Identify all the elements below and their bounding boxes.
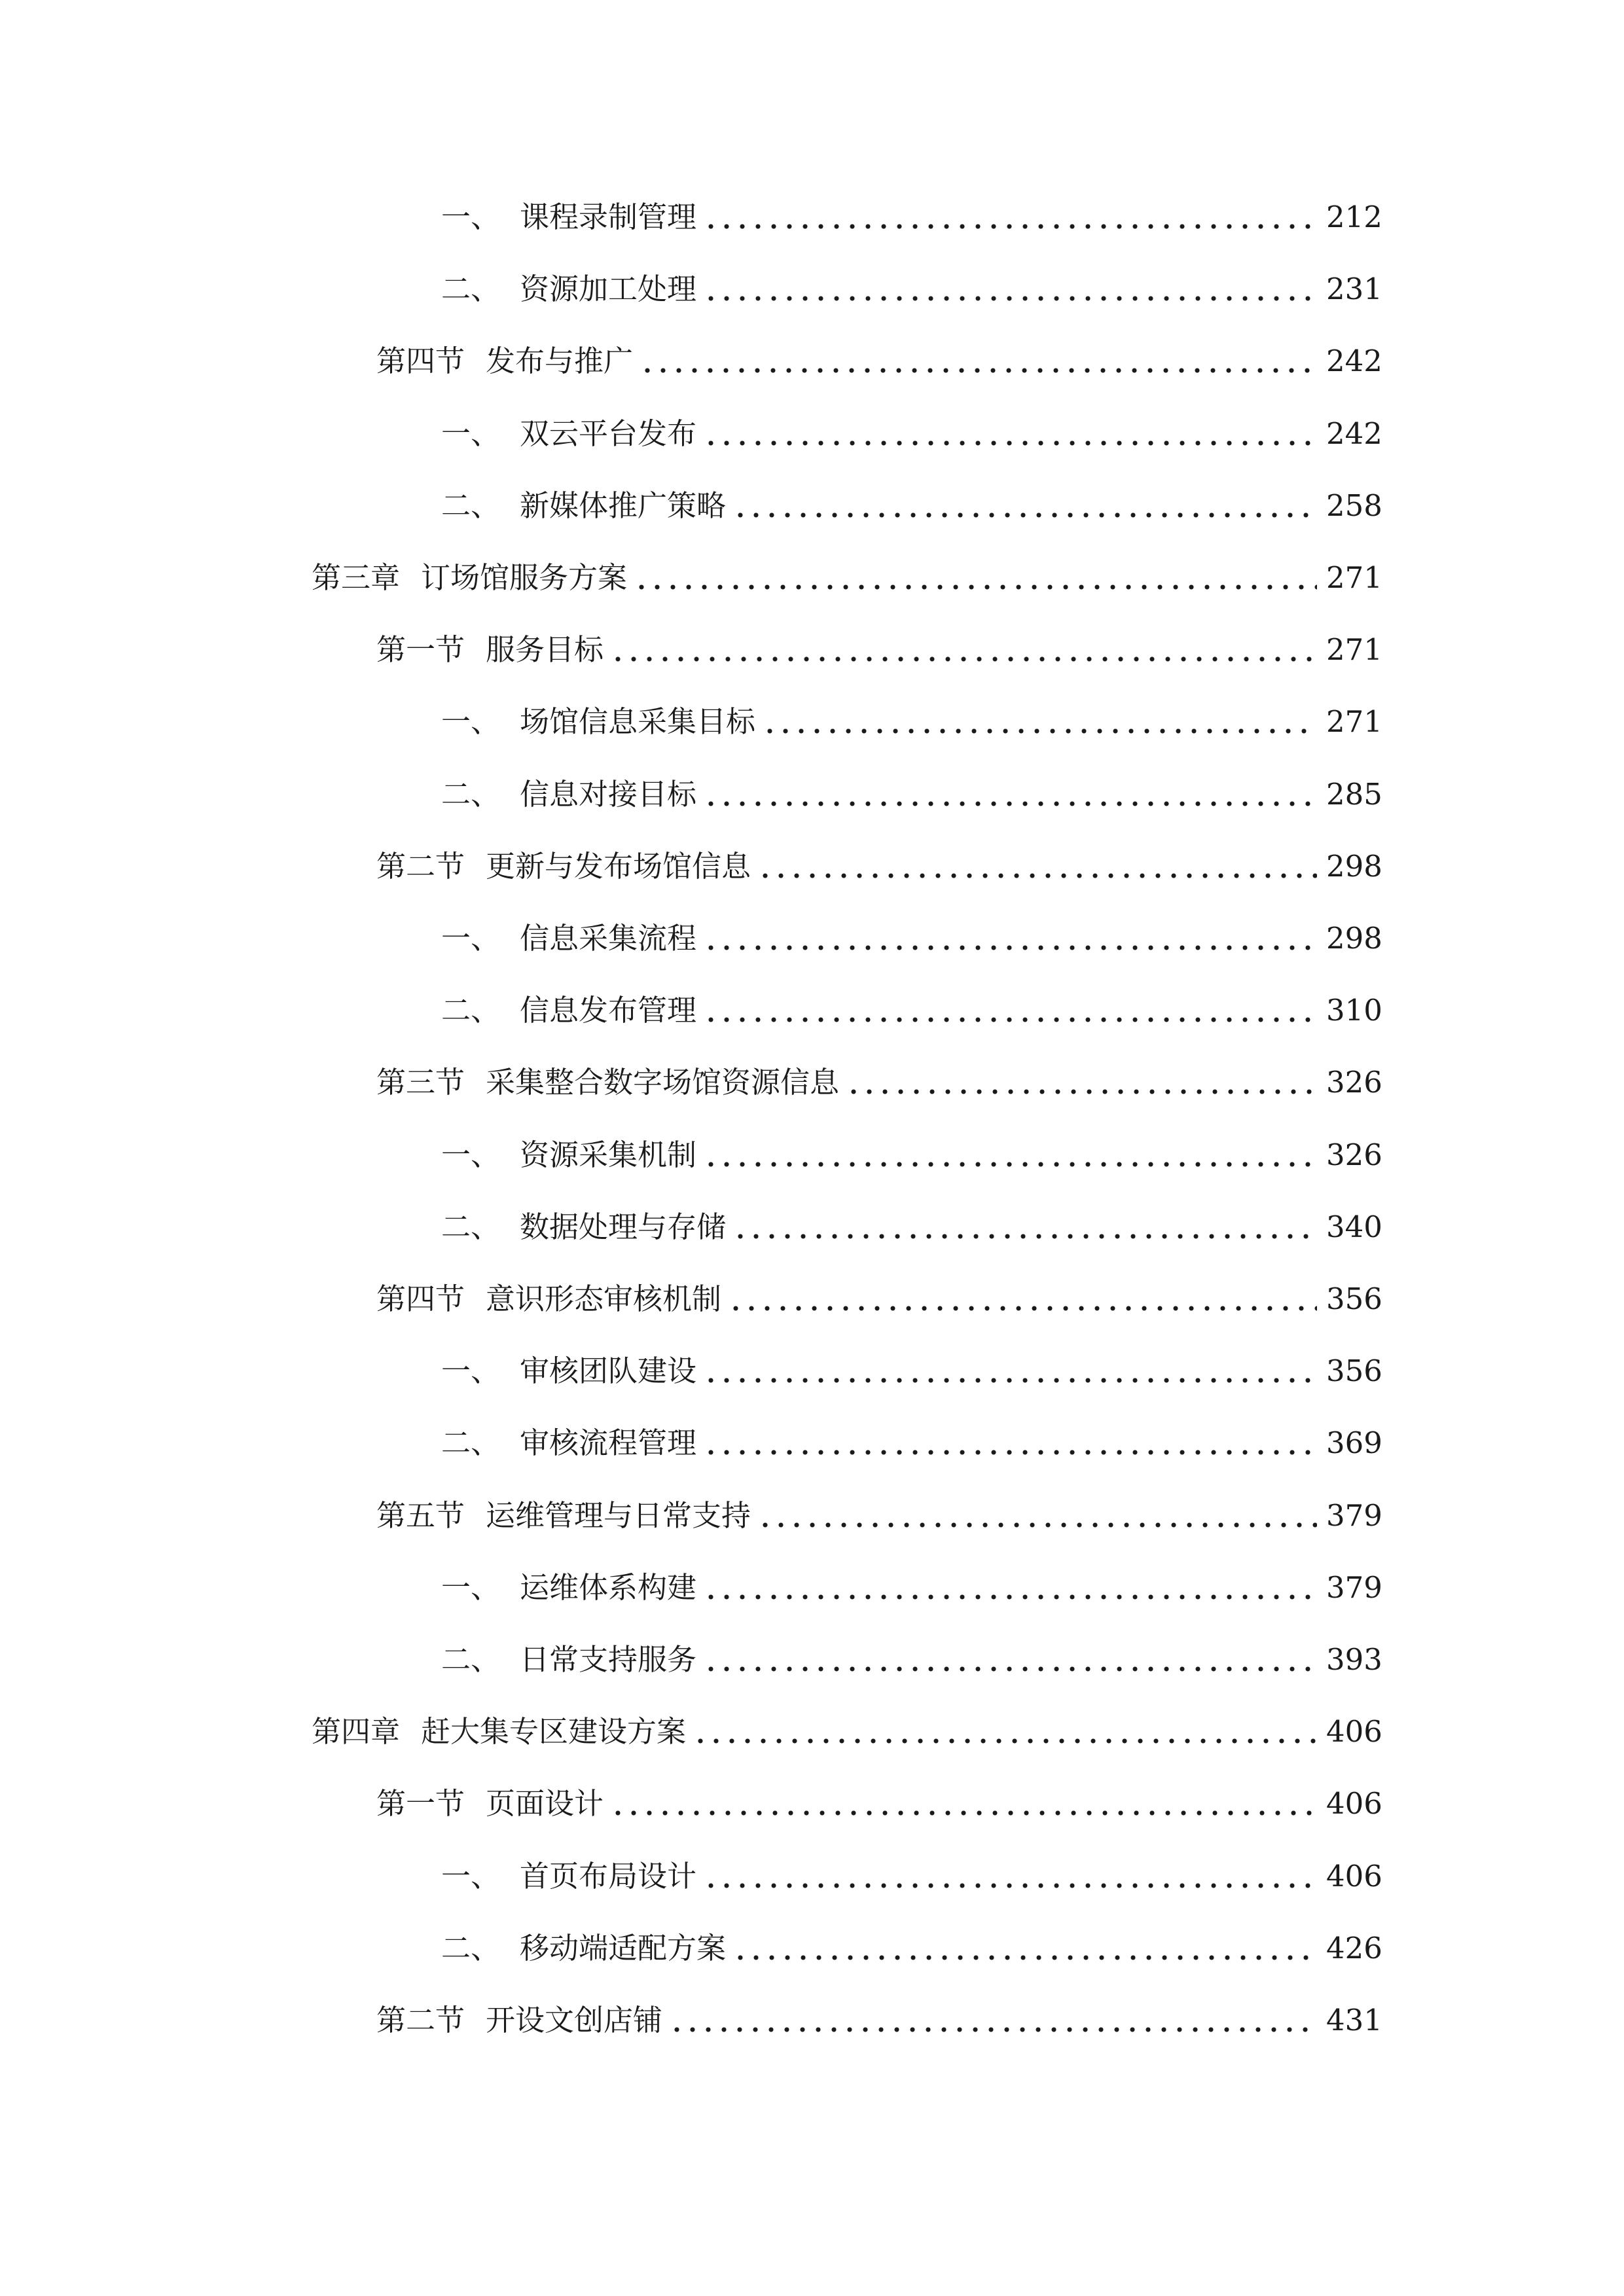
- toc-entry[interactable]: [441, 483, 1380, 529]
- entry-number: 第四章: [312, 1714, 401, 1749]
- entry-number: 二、: [441, 1930, 501, 1965]
- entry-title: 数据处理与存储: [520, 1209, 727, 1244]
- dot-leader: [732, 1204, 1317, 1250]
- entry-title: 意识形态审核机制: [486, 1282, 722, 1316]
- dot-leader: [610, 1781, 1317, 1827]
- entry-title: 赶大集专区建设方案: [421, 1714, 687, 1749]
- dot-leader: [757, 1493, 1317, 1539]
- entry-page-number: 356: [1326, 1354, 1382, 1389]
- entry-number: 一、: [441, 921, 501, 956]
- entry-title: 页面设计: [486, 1786, 604, 1821]
- entry-title: 采集整合数字场馆资源信息: [486, 1065, 840, 1100]
- toc-entry[interactable]: [441, 1637, 1380, 1683]
- entry-page-number: 231: [1326, 272, 1382, 307]
- dot-leader: [703, 1854, 1317, 1899]
- entry-page-number: 258: [1326, 488, 1382, 523]
- toc-entry[interactable]: [441, 699, 1380, 745]
- entry-number: 一、: [441, 1354, 501, 1389]
- entry-title: 新媒体推广策略: [520, 488, 727, 523]
- entry-page-number: 271: [1326, 704, 1382, 740]
- toc-entry[interactable]: [441, 194, 1380, 240]
- dot-leader: [728, 1276, 1317, 1322]
- dot-leader: [703, 1132, 1317, 1178]
- entry-page-number: 393: [1326, 1642, 1382, 1677]
- entry-title: 审核团队建设: [520, 1354, 697, 1389]
- entry-title: 日常支持服务: [520, 1642, 697, 1677]
- entry-page-number: 406: [1326, 1714, 1382, 1749]
- dot-leader: [669, 1998, 1317, 2043]
- entry-number: 二、: [441, 1426, 501, 1461]
- toc-entry[interactable]: [312, 555, 1380, 601]
- dot-leader: [703, 916, 1317, 961]
- dot-leader: [703, 772, 1317, 817]
- entry-page-number: 242: [1326, 416, 1382, 451]
- dot-leader: [762, 699, 1317, 745]
- entry-title: 资源加工处理: [520, 272, 697, 307]
- entry-number: 第三节: [376, 1065, 465, 1100]
- entry-title: 更新与发布场馆信息: [486, 848, 751, 884]
- toc-entry[interactable]: [376, 844, 1380, 889]
- entry-title: 信息发布管理: [520, 993, 697, 1028]
- entry-page-number: 406: [1326, 1858, 1382, 1893]
- toc-entry[interactable]: [376, 1276, 1380, 1322]
- toc-entry[interactable]: [441, 1348, 1380, 1394]
- entry-page-number: 298: [1326, 848, 1382, 884]
- entry-page-number: 356: [1326, 1282, 1382, 1316]
- toc-entry[interactable]: [376, 1060, 1380, 1105]
- entry-title: 服务目标: [486, 632, 604, 668]
- entry-number: 第二节: [376, 848, 465, 884]
- entry-number: 一、: [441, 1858, 501, 1893]
- entry-title: 订场馆服务方案: [421, 560, 628, 595]
- dot-leader: [757, 844, 1317, 889]
- toc-entry[interactable]: [441, 266, 1380, 312]
- toc-entry[interactable]: [376, 1998, 1380, 2043]
- entry-number: 一、: [441, 416, 501, 451]
- toc-entry[interactable]: [441, 1420, 1380, 1466]
- entry-page-number: 271: [1326, 632, 1382, 668]
- dot-leader: [703, 1637, 1317, 1683]
- toc-entry[interactable]: [441, 411, 1380, 457]
- toc-entry[interactable]: [376, 1781, 1380, 1827]
- entry-title: 开设文创店铺: [486, 2003, 663, 2037]
- entry-title: 运维体系构建: [520, 1570, 697, 1605]
- toc-entry[interactable]: [441, 1926, 1380, 1971]
- dot-leader: [703, 1565, 1317, 1611]
- entry-number: 一、: [441, 1137, 501, 1172]
- dot-leader: [640, 338, 1317, 384]
- dot-leader: [703, 194, 1317, 240]
- entry-page-number: 310: [1326, 993, 1382, 1028]
- toc-entry[interactable]: [441, 1854, 1380, 1899]
- dot-leader: [703, 411, 1317, 457]
- entry-number: 第一节: [376, 1786, 465, 1821]
- entry-number: 第四节: [376, 1282, 465, 1316]
- dot-leader: [703, 1420, 1317, 1466]
- entry-number: 第三章: [312, 560, 401, 595]
- entry-page-number: 379: [1326, 1498, 1382, 1533]
- entry-number: 二、: [441, 488, 501, 523]
- entry-number: 第一节: [376, 632, 465, 668]
- entry-page-number: 271: [1326, 560, 1382, 595]
- dot-leader: [693, 1709, 1317, 1755]
- toc-entry[interactable]: [441, 1204, 1380, 1250]
- toc-entry[interactable]: [376, 1493, 1380, 1539]
- toc-entry[interactable]: [376, 338, 1380, 384]
- entry-page-number: 340: [1326, 1209, 1382, 1244]
- entry-page-number: 326: [1326, 1137, 1382, 1172]
- entry-page-number: 379: [1326, 1570, 1382, 1605]
- entry-number: 第二节: [376, 2003, 465, 2037]
- dot-leader: [634, 555, 1317, 601]
- entry-page-number: 369: [1326, 1426, 1382, 1461]
- entry-page-number: 242: [1326, 344, 1382, 379]
- entry-number: 一、: [441, 704, 501, 740]
- toc-entry[interactable]: [312, 1709, 1380, 1755]
- toc-entry[interactable]: [441, 1132, 1380, 1178]
- entry-number: 二、: [441, 272, 501, 307]
- toc-entry[interactable]: [441, 772, 1380, 817]
- entry-title: 信息对接目标: [520, 776, 697, 812]
- entry-title: 审核流程管理: [520, 1426, 697, 1461]
- toc-entry[interactable]: [441, 916, 1380, 961]
- entry-title: 信息采集流程: [520, 921, 697, 956]
- entry-page-number: 406: [1326, 1786, 1382, 1821]
- entry-page-number: 431: [1326, 2003, 1382, 2037]
- entry-number: 第五节: [376, 1498, 465, 1533]
- entry-number: 一、: [441, 200, 501, 234]
- entry-number: 第四节: [376, 344, 465, 379]
- dot-leader: [703, 266, 1317, 312]
- entry-title: 发布与推广: [486, 344, 634, 379]
- entry-title: 课程录制管理: [520, 200, 697, 234]
- entry-page-number: 285: [1326, 776, 1382, 812]
- entry-title: 双云平台发布: [520, 416, 697, 451]
- entry-number: 二、: [441, 1209, 501, 1244]
- toc-entry[interactable]: [441, 988, 1380, 1033]
- dot-leader: [732, 1926, 1317, 1971]
- entry-number: 二、: [441, 776, 501, 812]
- toc-entry[interactable]: [441, 1565, 1380, 1611]
- dot-leader: [610, 627, 1317, 673]
- entry-page-number: 426: [1326, 1930, 1382, 1965]
- entry-number: 二、: [441, 993, 501, 1028]
- dot-leader: [703, 1348, 1317, 1394]
- entry-title: 运维管理与日常支持: [486, 1498, 751, 1533]
- entry-title: 场馆信息采集目标: [520, 704, 756, 740]
- entry-title: 移动端适配方案: [520, 1930, 727, 1965]
- entry-title: 资源采集机制: [520, 1137, 697, 1172]
- entry-page-number: 326: [1326, 1065, 1382, 1100]
- entry-number: 二、: [441, 1642, 501, 1677]
- dot-leader: [732, 483, 1317, 529]
- dot-leader: [846, 1060, 1317, 1105]
- entry-number: 一、: [441, 1570, 501, 1605]
- dot-leader: [703, 988, 1317, 1033]
- entry-page-number: 212: [1326, 200, 1382, 234]
- toc-entry[interactable]: [376, 627, 1380, 673]
- entry-page-number: 298: [1326, 921, 1382, 956]
- entry-title: 首页布局设计: [520, 1858, 697, 1893]
